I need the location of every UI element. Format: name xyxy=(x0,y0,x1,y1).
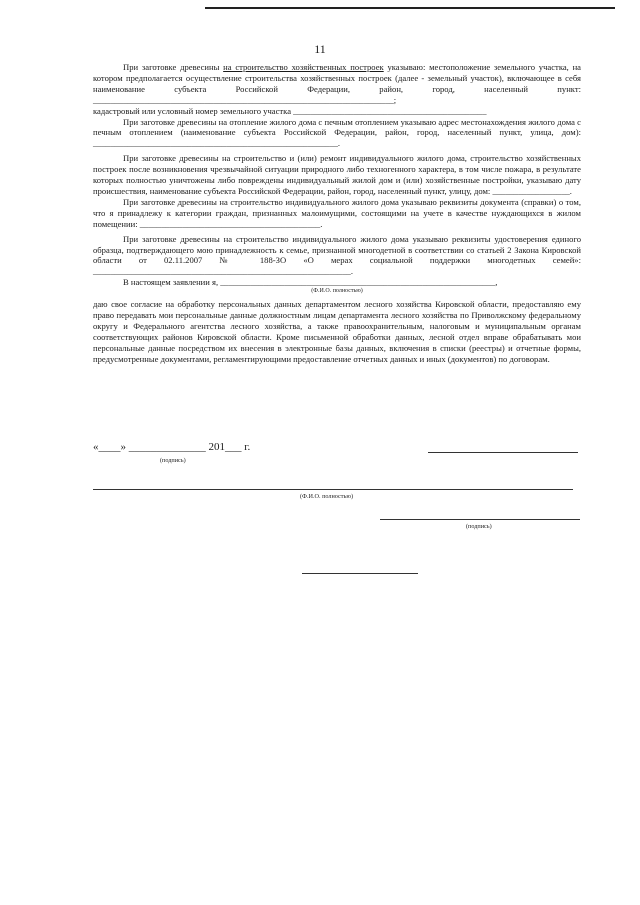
document-body xyxy=(93,62,581,365)
fio-line-caption: (Ф.И.О. полностью) xyxy=(300,493,353,500)
signature-line-bottom xyxy=(380,519,580,520)
date-line: «____» ______________ 201___ г. xyxy=(93,441,251,453)
paragraph-applicant: В настоящем заявлении я, ________________________________________________________________, xyxy=(123,277,498,288)
paragraph-consent: даю свое согласие на обработку персональных данных департаментом лесного хозяйства Кировской области, предоставляю ему право передавать мои персональные данные должностным лицам департамента лесного хозяйства по Приволжскому федеральному округу и Федерального агентства лесного хозяйства, а также правоохранительным, налоговым и муниципальным органам соответствующих районов Кировской области. Кроме письменной обработки данных, лесной отдел вправе обрабатывать мои персональные данные посредством их внесения в электронные базы данных, включения в списки (реестры) и отчетные формы, предусмотренные документами, регламентирующими предоставление отчетных данных и иных (документов) по договорам. xyxy=(93,299,581,364)
paragraph-emergency: При заготовке древесины на строительство и (или) ремонт индивидуального жилого дома, строительство хозяйственных построек после возникновения чрезвычайной ситуации природного либо техногенного характера, в том числе пожара, в результате которых полностью уничтожены либо повреждены индивидуальный жилой дом и (или) хозяйственные постройки, указываю дату происшествия, наименование субъекта Российской Федерации, район, город, населенный пункт, улицу, дом: __________________. xyxy=(93,153,581,196)
page-number: 11 xyxy=(314,42,326,56)
underlined-phrase: на строительство хозяйственных построек xyxy=(223,62,384,72)
paragraph-text: указываю: местоположение земельного участка, на котором предполагается осуществление строительства хозяйственных построек (далее - земельный участок), включающее в себя наименование субъекта Российской Федерации, район, город, населенный пункт: ______________________________________________________________________; xyxy=(93,62,581,105)
paragraph-low-income: При заготовке древесины на строительство индивидуального жилого дома указываю реквизиты документа (справки) о том, что я принадлежу к категории граждан, признанных малоимущими, состоящими на учете в качестве нуждающихся в жилом помещении: __________________________________________. xyxy=(93,196,581,229)
end-dash xyxy=(302,573,418,574)
paragraph-construction xyxy=(93,62,581,106)
fio-line xyxy=(93,489,573,490)
fio-caption: (Ф.И.О. полностью) xyxy=(311,288,363,295)
paragraph-heating: При заготовке древесины на отопление жилого дома с печным отоплением указываю адрес местонахождения жилого дома с печным отоплением (наименование субъекта Российской Федерации, район, город, населенный пункт, улица, дом): _________________________________________________________. xyxy=(93,116,581,149)
signature-line-right xyxy=(428,452,578,453)
paragraph-large-family: При заготовке древесины на строительство индивидуального жилого дома указываю реквизиты удостоверения единого образца, подтверждающего мою принадлежность к семье, признанной многодетной в соответствии со статьей 2 Закона Кировской области от 02.11.2007 № 188-ЗО «О мерах социальной поддержки многодетных семей»: ____________________________________________________________. xyxy=(93,233,581,277)
top-rule xyxy=(205,7,615,9)
signature-caption-bottom: (подпись) xyxy=(466,523,492,530)
signature-caption: (подпись) xyxy=(160,457,186,464)
paragraph-text: При заготовке древесины xyxy=(123,62,224,72)
cadastral-line: кадастровый или условный номер земельного участка _____________________________________________ xyxy=(93,105,487,116)
